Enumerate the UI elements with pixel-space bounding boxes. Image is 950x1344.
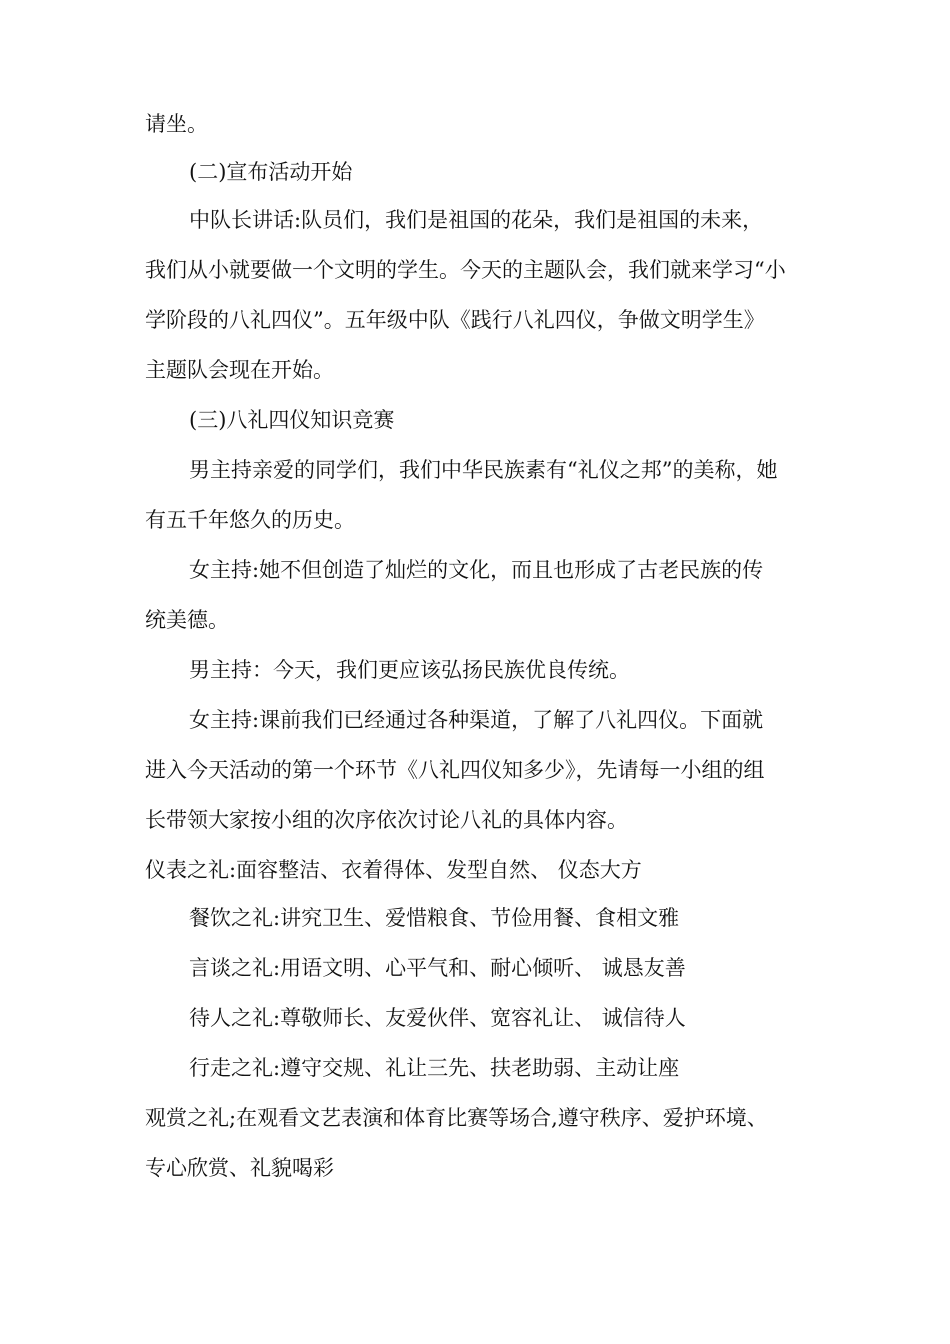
list-item: 餐饮之礼:讲究卫生、爱惜粮食、节俭用餐、食相文雅 (189, 906, 680, 930)
section-heading: (二)宣布活动开始 (189, 160, 353, 184)
text-line: 统美德。 (145, 608, 229, 632)
list-item: 专心欣赏、礼貌喝彩 (145, 1156, 334, 1180)
section-heading: (三)八礼四仪知识竞赛 (189, 408, 395, 432)
text-line: 男主持亲爱的同学们，我们中华民族素有“礼仪之邦”的美称，她 (189, 458, 778, 482)
text-line: 进入今天活动的第一个环节《八礼四仪知多少》，先请每一小组的组 (145, 758, 765, 782)
text-line: 我们从小就要做一个文明的学生。今天的主题队会，我们就来学习“小 (145, 258, 786, 282)
text-line: 女主持:她不但创造了灿烂的文化，而且也形成了古老民族的传 (189, 558, 764, 582)
text-line: 男主持：今天，我们更应该弘扬民族优良传统。 (189, 658, 630, 682)
text-line: 中队长讲话:队员们，我们是祖国的花朵，我们是祖国的未来， (189, 208, 764, 232)
text-line: 请坐。 (145, 112, 208, 136)
text-line: 长带领大家按小组的次序依次讨论八礼的具体内容。 (145, 808, 628, 832)
text-line: 学阶段的八礼四仪”。五年级中队《践行八礼四仪，争做文明学生》 (145, 308, 765, 332)
list-item: 言谈之礼:用语文明、心平气和、耐心倾听、 诚恳友善 (189, 956, 686, 980)
text-line: 有五千年悠久的历史。 (145, 508, 355, 532)
list-item: 仪表之礼:面容整洁、衣着得体、发型自然、 仪态大方 (145, 858, 642, 882)
text-line: 主题队会现在开始。 (145, 358, 334, 382)
list-item: 观赏之礼;在观看文艺表演和体育比赛等场合,遵守秩序、爱护环境、 (145, 1106, 768, 1130)
list-item: 行走之礼:遵守交规、礼让三先、扶老助弱、主动让座 (189, 1056, 680, 1080)
list-item: 待人之礼:尊敬师长、友爱伙伴、宽容礼让、 诚信待人 (189, 1006, 686, 1030)
text-line: 女主持:课前我们已经通过各种渠道，了解了八礼四仪。下面就 (189, 708, 764, 732)
